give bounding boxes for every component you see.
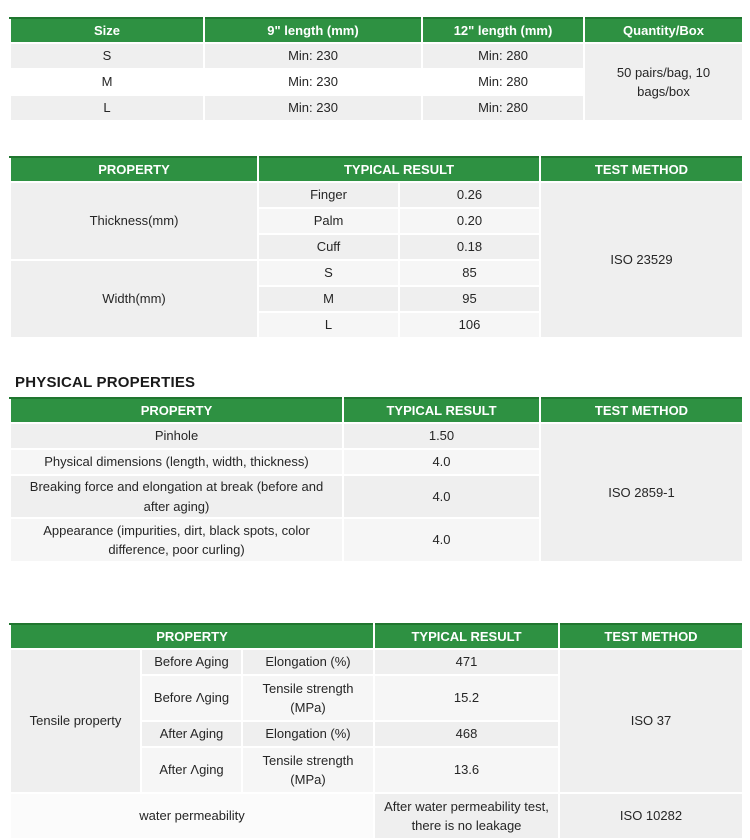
table-row: [10, 182, 743, 208]
typical-result-header-cell: TYPICAL RESULT: [258, 157, 540, 182]
length9-cell: Min: 230: [204, 69, 422, 95]
result-cell: 4.0: [343, 518, 540, 562]
property-header-cell: PROPERTY: [10, 398, 343, 423]
size-header-cell: Size: [10, 18, 204, 43]
length12-cell: Min: 280: [422, 95, 584, 121]
result-cell: 4.0: [343, 475, 540, 518]
result-cell: 13.6: [374, 747, 559, 793]
length12-cell: Min: 280: [422, 43, 584, 69]
test-method-cell: ISO 10282: [559, 793, 743, 839]
result-cell: 15.2: [374, 675, 559, 721]
length9-cell: Min: 230: [204, 43, 422, 69]
property-cell: water permeability: [10, 793, 374, 839]
length12-header-cell: 12" length (mm): [422, 18, 584, 43]
test-method-cell: ISO 37: [559, 649, 743, 793]
result-cell: After water permeability test, there is no leakage: [374, 793, 559, 839]
property-cell: Breaking force and elongation at break (before and after aging): [10, 475, 343, 518]
value-cell: 0.26: [399, 182, 540, 208]
quantity-cell: 50 pairs/bag, 10 bags/box: [584, 43, 743, 121]
aging-cell: Before Λging: [141, 675, 242, 721]
size-cell: S: [10, 43, 204, 69]
length9-cell: Min: 230: [204, 95, 422, 121]
value-cell: 0.18: [399, 234, 540, 260]
aging-cell: After Λging: [141, 747, 242, 793]
part-cell: Palm: [258, 208, 399, 234]
result-cell: 4.0: [343, 449, 540, 475]
table-row: [10, 423, 743, 449]
test-method-header-cell: TEST METHOD: [540, 398, 743, 423]
measure-cell: Tensile strength (MPa): [242, 747, 374, 793]
physical-properties-table: [9, 397, 744, 563]
property-cell: Physical dimensions (length, width, thickness): [10, 449, 343, 475]
measure-cell: Tensile strength (MPa): [242, 675, 374, 721]
size-table-header-row: [10, 18, 743, 43]
result-cell: 468: [374, 721, 559, 747]
dimension-table: [9, 156, 744, 339]
table-row: [10, 793, 743, 839]
length9-header-cell: 9" length (mm): [204, 18, 422, 43]
size-table: [9, 17, 744, 122]
physical-properties-heading: PHYSICAL PROPERTIES: [15, 374, 196, 391]
tensile-table: [9, 623, 744, 840]
size-cell: M: [10, 69, 204, 95]
part-cell: S: [258, 260, 399, 286]
property-cell: Thickness(mm): [10, 182, 258, 260]
property-cell: Pinhole: [10, 423, 343, 449]
physical-table-header-row: [10, 398, 743, 423]
quantity-header-cell: Quantity/Box: [584, 18, 743, 43]
result-cell: 471: [374, 649, 559, 675]
property-cell: Appearance (impurities, dirt, black spots, color difference, poor curling): [10, 518, 343, 562]
typical-result-header-cell: TYPICAL RESULT: [374, 624, 559, 649]
test-method-cell: ISO 23529: [540, 182, 743, 338]
test-method-header-cell: TEST METHOD: [540, 157, 743, 182]
property-header-cell: PROPERTY: [10, 157, 258, 182]
value-cell: 0.20: [399, 208, 540, 234]
property-group-cell: Tensile property: [10, 649, 141, 793]
aging-cell: Before Aging: [141, 649, 242, 675]
test-method-cell: ISO 2859-1: [540, 423, 743, 562]
spec-sheet-page: [0, 17, 750, 833]
part-cell: Finger: [258, 182, 399, 208]
part-cell: Cuff: [258, 234, 399, 260]
size-cell: L: [10, 95, 204, 121]
result-cell: 1.50: [343, 423, 540, 449]
value-cell: 85: [399, 260, 540, 286]
value-cell: 95: [399, 286, 540, 312]
property-cell: Width(mm): [10, 260, 258, 338]
test-method-header-cell: TEST METHOD: [559, 624, 743, 649]
value-cell: 106: [399, 312, 540, 338]
dimension-table-header-row: [10, 157, 743, 182]
tensile-table-header-row: [10, 624, 743, 649]
table-row: [10, 43, 743, 69]
part-cell: M: [258, 286, 399, 312]
property-header-cell: PROPERTY: [10, 624, 374, 649]
length12-cell: Min: 280: [422, 69, 584, 95]
aging-cell: After Aging: [141, 721, 242, 747]
typical-result-header-cell: TYPICAL RESULT: [343, 398, 540, 423]
part-cell: L: [258, 312, 399, 338]
table-row: [10, 649, 743, 675]
measure-cell: Elongation (%): [242, 649, 374, 675]
measure-cell: Elongation (%): [242, 721, 374, 747]
